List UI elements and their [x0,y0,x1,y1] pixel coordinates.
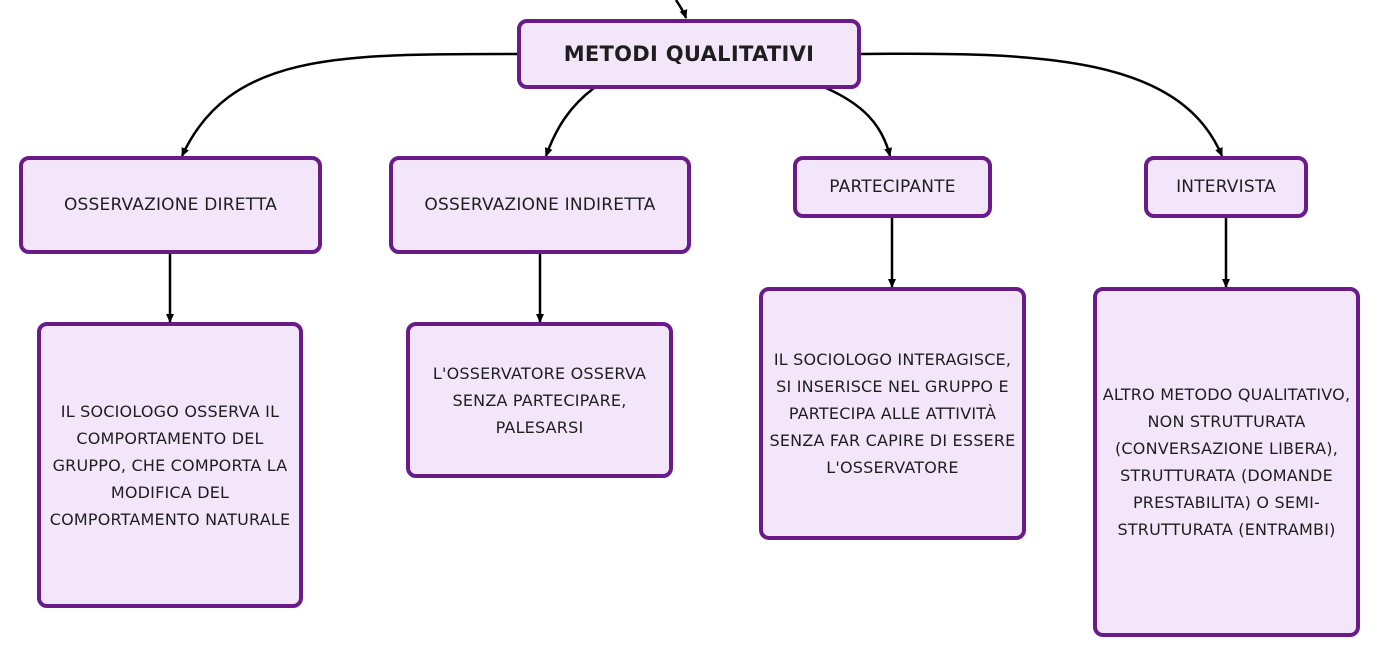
incoming-connector [676,0,686,18]
connector-root-to-branch-4 [860,54,1222,156]
description-text: ALTRO METODO QUALITATIVO, NON STRUTTURATA (CONVERSAZIONE LIBERA), STRUTTURATA (DOMANDE PRESTABILITA) O SEMI-STRUTTURATA (ENTRAMBI) [1102,385,1351,539]
branch-node-intervista[interactable] [1144,156,1308,218]
connector-root-to-branch-1 [182,54,518,156]
description-text: L'OSSERVATORE OSSERVA SENZA PARTECIPARE, PALESARSI [432,363,647,437]
branch-node-label: OSSERVAZIONE DIRETTA [63,194,278,215]
connector-root-to-branch-2 [546,88,594,156]
description-text: IL SOCIOLOGO INTERAGISCE, SI INSERISCE NEL GRUPPO E PARTECIPA ALLE ATTIVITÀ SENZA FAR CAPIRE DI ESSERE L'OSSERVATORE [769,350,1016,477]
branch-node-partecipante[interactable] [793,156,992,218]
root-node-label: METODI QUALITATIVI [563,41,815,66]
description-node-osservazione-diretta[interactable] [37,322,303,608]
branch-node-label: OSSERVAZIONE INDIRETTA [424,194,656,215]
branch-node-label: INTERVISTA [1176,176,1276,197]
description-text: IL SOCIOLOGO OSSERVA IL COMPORTAMENTO DEL GRUPPO, CHE COMPORTA LA MODIFICA DEL COMPORTAMENTO NATURALE [49,401,291,529]
branch-node-osservazione-diretta[interactable] [19,156,322,254]
branch-node-osservazione-indiretta[interactable] [389,156,691,254]
connector-root-to-branch-3 [826,88,890,156]
branch-node-label: PARTECIPANTE [829,176,956,197]
root-node[interactable] [517,19,861,89]
description-node-partecipante[interactable] [759,287,1026,540]
description-node-intervista[interactable] [1093,287,1360,637]
description-node-osservazione-indiretta[interactable] [406,322,673,478]
